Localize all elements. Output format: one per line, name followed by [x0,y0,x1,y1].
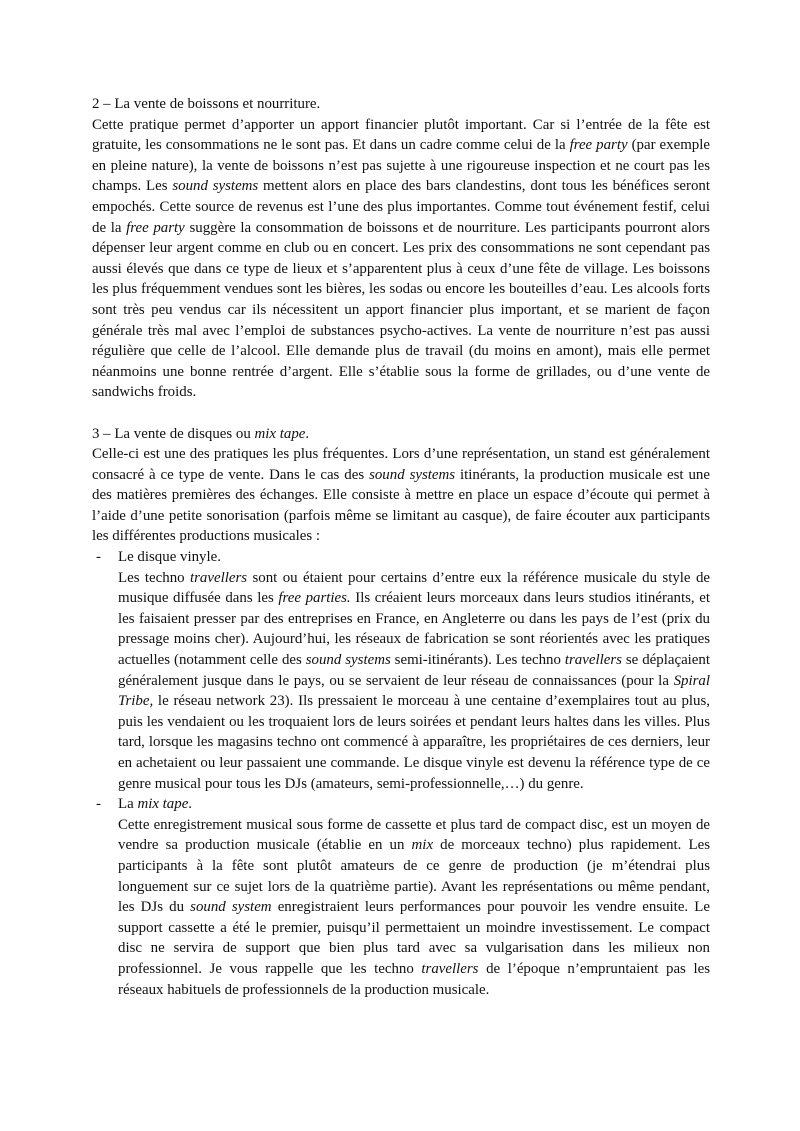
italic-text: travellers [421,960,479,977]
text-run: Celle-ci est une des pratiques les plus fréquentes. Lors d’une représentation, un stand est généralement consacré à ce type de vente. Dans le cas des [92,446,710,483]
document-page [92,94,710,1000]
text-run: semi-itinérants). Les techno [390,652,565,669]
italic-text: sound systems [305,652,391,669]
list-item-title [118,549,221,565]
italic-text: sound systems [369,466,456,483]
text-run: . [188,796,193,813]
text-run: mettent alors en place des bars clandestins, dont tous les bénéfices seront empochés. Cette source de revenus est l’une des plus importantes. Comme tout événement festif, celui de la [92,178,711,236]
text-run: Cette pratique permet d’apporter un apport financier plutôt important. Car si l’entrée de la fête est gratuite, les consommations ne le sont pas. Et dans un cadre comme celui de la [92,116,710,154]
text-run: Les techno [118,569,190,586]
text-run: 3 – La vente de disques ou [92,425,255,442]
section-2-heading: 2 – La vente de boissons et nourriture. [92,96,321,112]
section-spacer [92,403,710,424]
section-3-intro [92,444,710,547]
mix-tape-paragraph [92,815,710,1000]
italic-text: sound systems [172,178,259,195]
list-item-mix-tape [92,794,710,815]
italic-text: free parties. [278,590,351,607]
text-run: de l’époque n’empruntaient pas les réseaux habituels de professionnels de la production musicale. [118,960,710,998]
list-dash: - [96,549,101,566]
vinyl-paragraph [92,568,710,795]
text-run: La [118,796,138,813]
section-3-heading [92,424,710,445]
list-dash: - [96,796,101,813]
text-run: enregistraient leurs performances pour pouvoir les vendre ensuite. Le support cassette a été le premier, puisqu’il permettaient un moindre investissement. Le compact disc ne servira de support que bien plus tard avec sa vulgarisation dans les milieux non professionnel. Je vous rappelle que les techno [118,899,710,977]
text-run: (par exemple en pleine nature), la vente de boissons n’est pas sujette à une rigoureuse inspection et ne court pas les champs. Les [92,137,710,195]
italic-text: sound system [190,899,272,916]
text-run: Le disque vinyle. [118,549,221,566]
text-run: suggère la consommation de boissons et de nourriture. Les participants pourront alors dépenser leur argent comme en club ou en concert. Les prix des consommations ne sont cependant pas aussi élevés que dans ce type de lieux et s’apparentent plus à ceux d’une fête de village. Les boissons les plus fréquemment vendues sont les bières, les sodas ou encore les bouteilles d’eau. Les alcools forts sont très peu vendus car ils nécessitent un apport financier plus important, et se marient de façon générale très mal avec l’emploi de substances psycho-actives. La vente de nourriture n’est pas aussi régulière que celle de l’alcool. Elle demande plus de travail (du moins en amont), mais elle permet néanmoins une bonne rentrée d’argent. Elle s’établie sous la forme de grillades, ou d’une vente de sandwichs froids. [92,219,710,401]
text-run: itinérants, la production musicale est une des matières premières des échanges. Elle consiste à mettre en place un espace d’écoute qui permet à l’aide d’une petite sonorisation (parfois même se limitant au casque), de faire écouter aux participants les différentes productions musicales : [92,466,710,545]
italic-text: mix [411,837,434,854]
text-run: le réseau network 23). Ils pressaient le morceau à une centaine d’exemplaires tout au plus, puis les vendaient ou les troquaient lors de leurs soirées et pendant leurs haltes dans les villes. Plus tard, lorsque les magasins techno ont commencé à apparaître, les propriétaires de ces derniers, leur en achetaient ou leur passaient une commande. Le disque vinyle est devenu la référence type de ce genre musical pour tous les DJs (amateurs, semi-professionnelle,…) du genre. [118,693,710,792]
italic-text: Spiral Tribe, [118,672,710,710]
italic-text: mix tape [254,425,306,442]
italic-text: mix tape [137,796,189,813]
text-run: de morceaux techno) plus rapidement. Les participants à la fête sont plutôt amateurs de ce genre de production (je m’étendrai plus longuement sur ce sujet lors de la quatrième partie). Avant les représentations ou même pendant, les DJs du [118,837,710,916]
text-run: . [305,425,310,442]
italic-text: travellers [190,569,248,586]
text-run: sont ou étaient pour certains d’entre eux la référence musicale du style de musique diffusée dans les [118,569,710,607]
italic-text: travellers [564,652,622,669]
text-run: Cette enregistrement musical sous forme de cassette et plus tard de compact disc, est un moyen de vendre sa production musicale (établie en un [118,816,710,854]
italic-text: free party [126,219,185,236]
list-item-title [118,796,192,812]
text-run: Ils créaient leurs morceaux dans leurs studios itinérants, et les faisaient presser par des entreprises en France, en Angleterre ou dans les pays de l’est (prix du pressage moins cher). Aujourd’hui, les réseaux de fabrication se sont réorientés avec les pratiques actuelles (notamment celle des [118,590,710,669]
text-run: se déplaçaient généralement jusque dans le pays, ou se servaient de leur réseau de connaissances (pour la [118,652,711,689]
list-item-vinyl [92,547,710,568]
italic-text: free party [569,137,628,154]
section-2-paragraph [92,115,710,403]
